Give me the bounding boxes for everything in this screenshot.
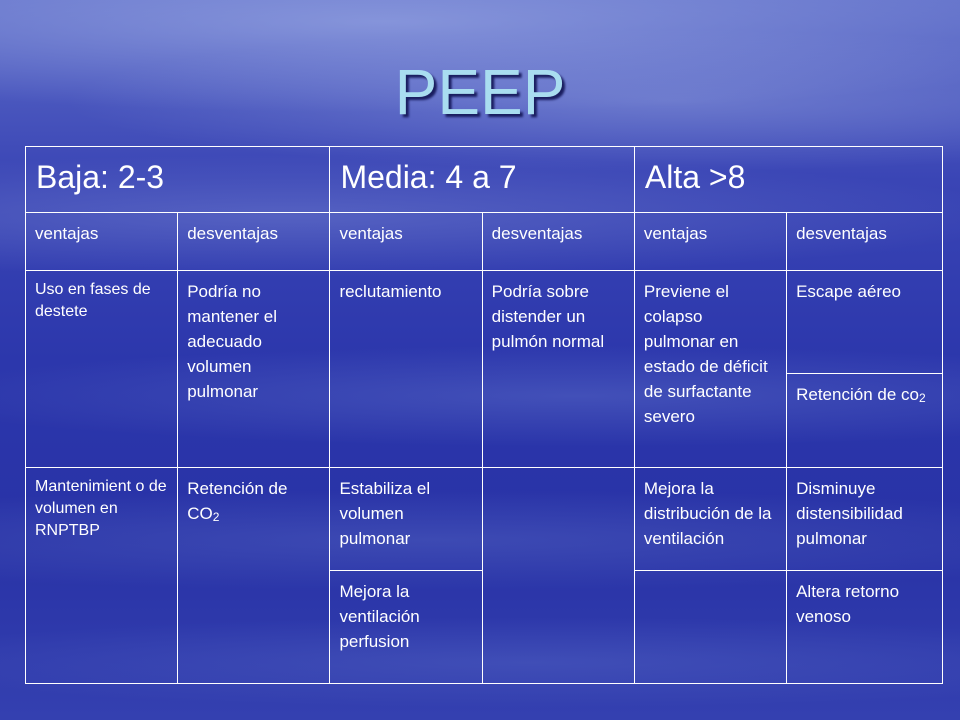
- cell-media-ventajas-1: reclutamiento: [330, 271, 482, 468]
- cell-media-desventajas-1: Podría sobre distender un pulmón normal: [482, 271, 634, 468]
- cell-baja-ventajas-2: Mantenimient o de volumen en RNPTBP: [26, 468, 178, 684]
- group-media-header: Media: 4 a 7: [330, 147, 634, 213]
- subscript: 2: [212, 510, 220, 525]
- cell-baja-ventajas-1: Uso en fases de destete: [26, 271, 178, 468]
- cell-alta-desventajas-2: [787, 373, 943, 468]
- cell-baja-desventajas-1: Podría no mantener el adecuado volumen pulmonar: [178, 271, 330, 468]
- sub-header-row: [26, 213, 943, 271]
- cell-alta-ventajas-2: Mejora la distribución de la ventilación: [634, 468, 786, 570]
- cell-alta-ventajas-1: Previene el colapso pulmonar en estado de déficit de surfactante severo: [634, 271, 786, 468]
- cell-alta-ventajas-empty: [634, 570, 786, 683]
- slide-title: PEEP: [394, 56, 566, 128]
- baja-ventajas-header: ventajas: [26, 213, 178, 271]
- cell-media-desventajas-empty: [482, 468, 634, 684]
- table-row: [26, 271, 943, 373]
- alta-ventajas-header: ventajas: [634, 213, 786, 271]
- subscript: 2: [918, 390, 926, 405]
- cell-alta-desventajas-1: Escape aéreo: [787, 271, 943, 373]
- table-row: [26, 468, 943, 570]
- cell-media-ventajas-3: Mejora la ventilación perfusion: [330, 570, 482, 683]
- baja-desventajas-header: desventajas: [178, 213, 330, 271]
- group-header-row: [26, 147, 943, 213]
- media-desventajas-header: desventajas: [482, 213, 634, 271]
- cell-baja-desventajas-2: [178, 468, 330, 684]
- cell-text: Retención de CO: [187, 479, 288, 524]
- group-alta-header: Alta >8: [634, 147, 942, 213]
- group-baja-header: Baja: 2-3: [26, 147, 330, 213]
- cell-alta-desventajas-4: Altera retorno venoso: [787, 570, 943, 683]
- alta-desventajas-header: desventajas: [787, 213, 943, 271]
- cell-alta-desventajas-3: Disminuye distensibilidad pulmonar: [787, 468, 943, 570]
- media-ventajas-header: ventajas: [330, 213, 482, 271]
- peep-table: [25, 146, 943, 684]
- cell-text: Retención de co: [796, 384, 919, 404]
- cell-media-ventajas-2: Estabiliza el volumen pulmonar: [330, 468, 482, 570]
